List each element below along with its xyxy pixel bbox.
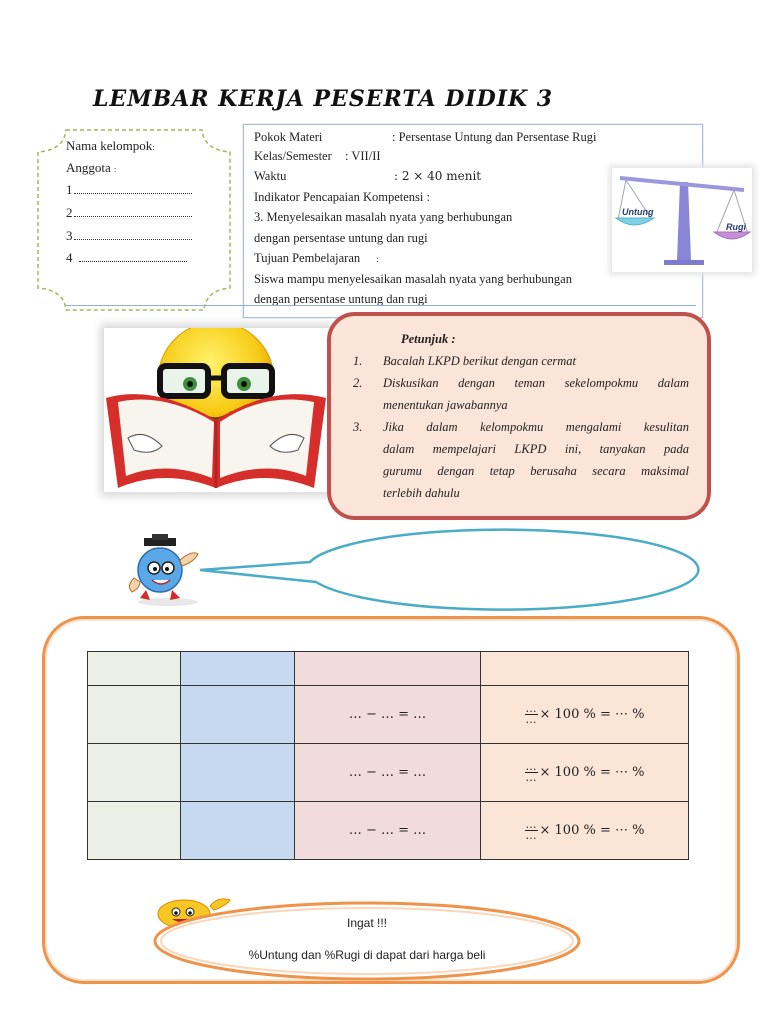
reading-emoji-image <box>104 328 330 492</box>
table-header-row <box>88 652 689 686</box>
table-cell[interactable] <box>181 802 295 860</box>
table-cell[interactable] <box>88 802 181 860</box>
member-line-2[interactable]: 2 <box>66 205 192 221</box>
member-line-4[interactable]: 4 <box>66 250 187 266</box>
header-divider <box>66 305 696 306</box>
difference-cell[interactable]: … − … = … <box>295 744 481 802</box>
scale-label-profit: Untung <box>622 207 654 217</box>
indicator-text-2: dengan persentase untung dan rugi <box>254 231 428 245</box>
table-row <box>88 802 689 860</box>
percentage-cell[interactable]: $\frac{\dots}{\dots}$ × 100 % = ⋯ % <box>481 686 689 744</box>
balance-scale-image <box>612 168 752 272</box>
group-name-label: Nama kelompok: <box>66 138 155 153</box>
instructions-box: Petunjuk : 1. Bacalah LKPD berikut dengan cermat 2. Diskusikan dengan teman sekelompokmu dalam menentukan jawabannya 3. Jika dalam kelompokmu mengalami kesulitan dalam mempelajari LKPD ini, tanyakan pada gurumu dengan tetap berusaha secara maksimal terlebih dahulu <box>327 312 711 520</box>
scale-label-loss: Rugi <box>726 222 746 232</box>
table-cell[interactable] <box>88 744 181 802</box>
reminder-text: %Untung dan %Rugi di dapat dari harga beli <box>248 948 486 962</box>
class-label: Kelas/Semester <box>254 149 332 163</box>
fraction: $\frac{\dots}{\dots}$ <box>525 760 537 784</box>
topic-value: : Persentase Untung dan Persentase Rugi <box>392 130 597 144</box>
group-name-box <box>36 128 232 312</box>
reminder-heading: Ingat !!! <box>346 916 388 930</box>
objective-text-2: dengan persentase untung dan rugi <box>254 292 428 306</box>
table-row <box>88 686 689 744</box>
difference-cell[interactable]: … − … = … <box>295 802 481 860</box>
percentage-cell[interactable]: $\frac{\dots}{\dots}$ × 100 % = ⋯ % <box>481 744 689 802</box>
header-cell[interactable] <box>295 652 481 686</box>
time-label: Waktu <box>254 169 287 183</box>
member-line-3[interactable]: 3 <box>66 228 192 244</box>
indicator-text-1: 3. Menyelesaikan masalah nyata yang berhubungan <box>254 210 513 224</box>
table-cell[interactable] <box>181 744 295 802</box>
header-cell[interactable] <box>481 652 689 686</box>
objective-label: Tujuan Pembelajaran : <box>254 251 379 265</box>
profit-loss-table <box>87 651 689 860</box>
header-cell[interactable] <box>88 652 181 686</box>
page-title: LEMBAR KERJA PESERTA DIDIK 3 <box>93 86 554 112</box>
fraction: $\frac{\dots}{\dots}$ <box>525 702 537 726</box>
member-line-1[interactable]: 1 <box>66 182 192 198</box>
instructions-title: Petunjuk : <box>401 332 456 346</box>
objective-text-1: Siswa mampu menyelesaikan masalah nyata yang berhubungan <box>254 272 572 286</box>
speech-bubble <box>120 524 700 614</box>
table-row <box>88 744 689 802</box>
time-value: : 2 × 40 menit <box>394 169 482 183</box>
indicator-label: Indikator Pencapaian Kompetensi : <box>254 190 430 204</box>
fraction: $\frac{\dots}{\dots}$ <box>525 818 537 842</box>
class-value: : VII/II <box>345 149 381 163</box>
members-label: Anggota : <box>66 160 117 175</box>
percentage-cell[interactable]: $\frac{\dots}{\dots}$ × 100 % = ⋯ % <box>481 802 689 860</box>
table-cell[interactable] <box>88 686 181 744</box>
reminder-bubble <box>153 898 581 984</box>
table-cell[interactable] <box>181 686 295 744</box>
header-cell[interactable] <box>181 652 295 686</box>
difference-cell[interactable]: … − … = … <box>295 686 481 744</box>
topic-label: Pokok Materi <box>254 130 323 144</box>
